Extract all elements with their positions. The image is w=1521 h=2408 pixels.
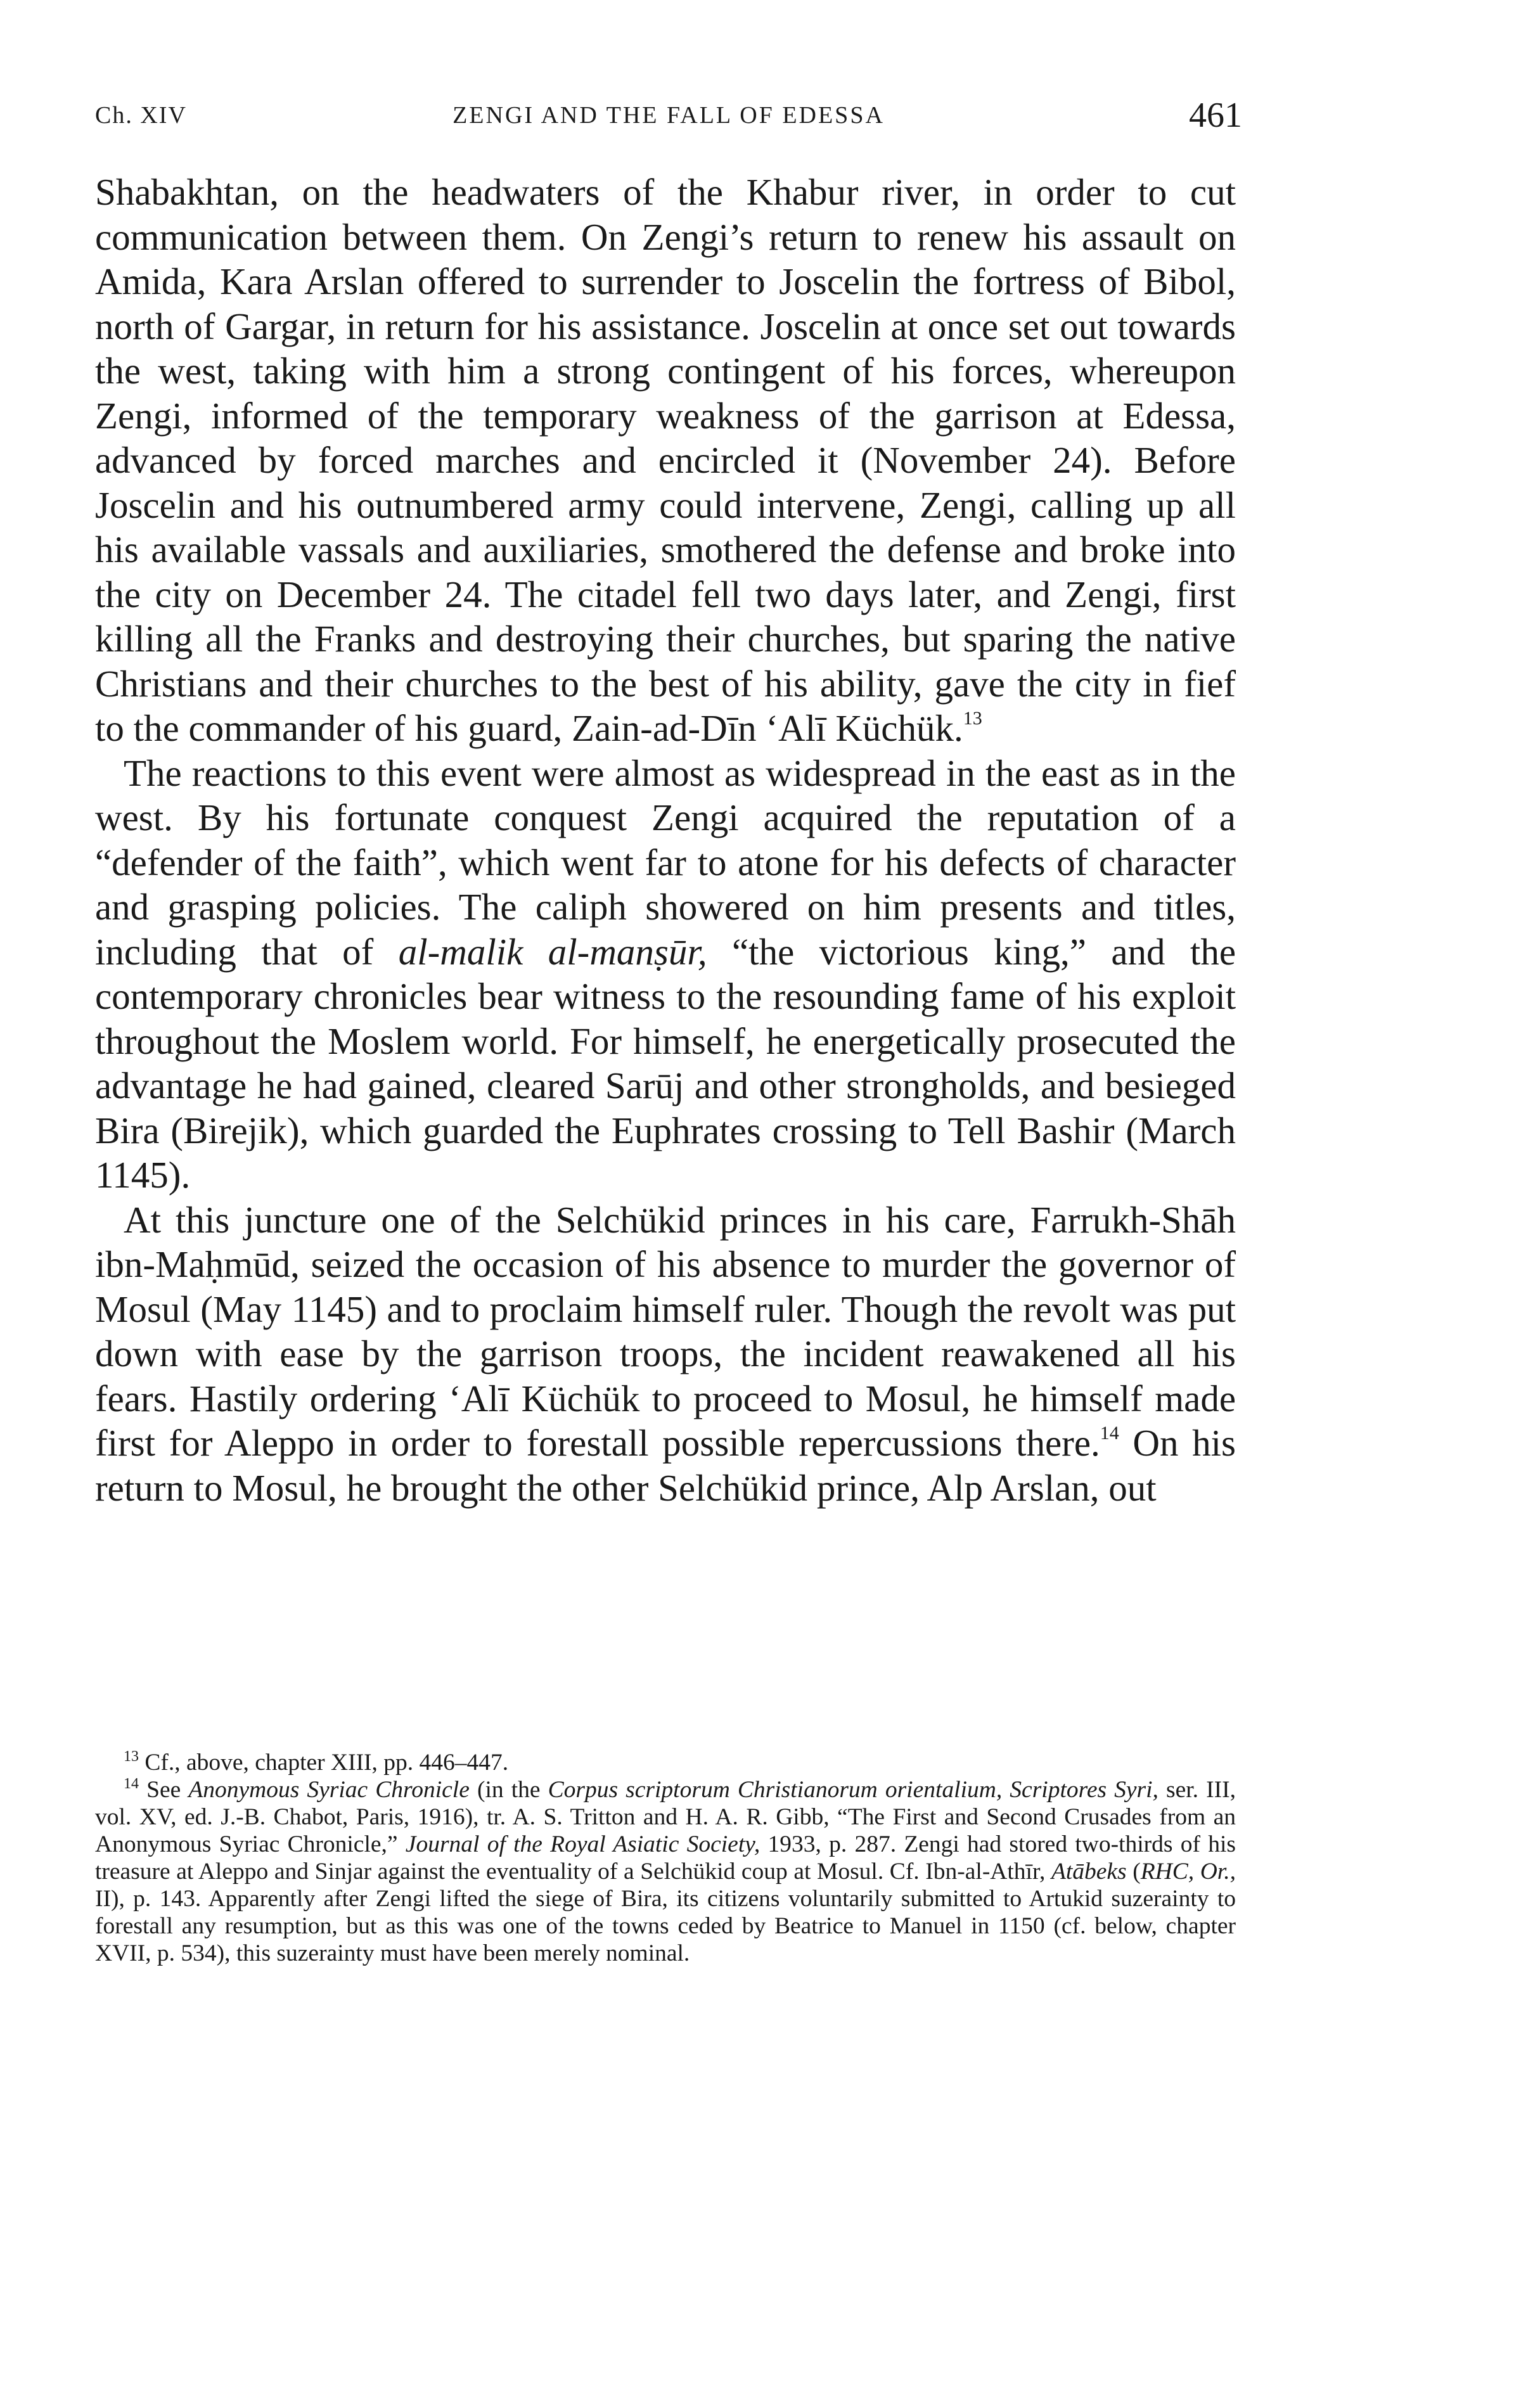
footnote-14-italic-5: RHC, Or.,: [1140, 1859, 1236, 1885]
running-head: [95, 96, 1242, 139]
footnote-14-text-a: See: [139, 1777, 189, 1803]
footnote-14-text-c: ser. III, vol. XV, ed. J.-B. Chabot, Paris, 1916), tr. A. S. Tritton and H. A. R. Gibb, “The First and Second Crusades from an Anonymous Syriac Chronicle,”: [95, 1777, 1236, 1857]
paragraph-2-text-a: The reactions to this event were almost as widespread in the east as in the west. By his fortunate conquest Zengi acquired the reputation of a “defender of the faith”, which went far to atone for his defects of character and grasping policies. The caliph showered on him presents and titles, including that of: [95, 752, 1236, 973]
footnote-14-text-e: (: [1126, 1859, 1141, 1885]
footnote-13: [95, 1749, 1236, 1776]
paragraph-3: [95, 1198, 1236, 1511]
footnote-14-italic-3: Journal of the Royal Asiatic Society,: [405, 1831, 760, 1857]
footnote-14-number: 14: [124, 1776, 139, 1792]
paragraph-2: [95, 751, 1236, 1198]
footnote-14-text-b: (in the: [469, 1777, 548, 1803]
paragraph-3-text-a: At this juncture one of the Selchükid princes in his care, Farrukh-Shāh ibn-Maḥmūd, seized the occasion of his absence to murder the governor of Mosul (May 1145) and to proclaim himself ruler. Though the revolt was put down with ease by the garrison troops, the incident reawakened all his fears. Hastily ordering ‘Alī Küchük to proceed to Mosul, he himself made first for Aleppo in order to forestall possible repercussions there.: [95, 1198, 1236, 1464]
running-title: ZENGI AND THE FALL OF EDESSA: [452, 102, 885, 129]
footnote-14-italic-2: Corpus scriptorum Christianorum orientalium, Scriptores Syri,: [548, 1777, 1158, 1803]
footnotes: [95, 1749, 1236, 1967]
chapter-label: Ch. XIV: [95, 102, 187, 129]
paragraph-1-text: Shabakhtan, on the headwaters of the Khabur river, in order to cut communication between them. On Zengi’s return to renew his assault on Amida, Kara Arslan offered to surrender to Joscelin the fortress of Bibol, north of Gargar, in return for his assistance. Joscelin at once set out towards the west, taking with him a strong contingent of his forces, whereupon Zengi, informed of the temporary weakness of the garrison at Edessa, advanced by forced marches and encircled it (November 24). Before Joscelin and his outnumbered army could intervene, Zengi, calling up all his available vassals and auxiliaries, smothered the defense and broke into the city on December 24. The citadel fell two days later, and Zengi, first killing all the Franks and destroying their churches, but sparing the native Christians and their churches to the best of his ability, gave the city in fief to the commander of his guard, Zain-ad-Dīn ‘Alī Küchük.: [95, 171, 1236, 749]
footnote-ref-14[interactable]: 14: [1100, 1423, 1119, 1444]
footnote-14-text-f: II), p. 143. Apparently after Zengi lifted the siege of Bira, its citizens voluntarily submitted to Artukid suzerainty to forestall any resumption, but as this was one of the towns ceded by Beatrice to Manuel in 1150 (cf. below, chapter XVII, p. 534), this suzerainty must have been merely nominal.: [95, 1886, 1236, 1966]
paragraph-3-text-b: On his return to Mosul, he brought the other Selchükid prince, Alp Arslan, out: [95, 1422, 1236, 1509]
paragraph-1: [95, 170, 1236, 751]
body-text: [95, 170, 1236, 1510]
paragraph-2-text-b: “the victorious king,” and the contemporary chronicles bear witness to the resounding fame of his exploit throughout the Moslem world. For himself, he energetically prosecuted the advantage he had gained, cleared Sarūj and other strongholds, and besieged Bira (Birejik), which guarded the Euphrates crossing to Tell Bashir (March 1145).: [95, 930, 1236, 1196]
footnote-14-italic-4: Atābeks: [1051, 1859, 1127, 1885]
footnote-13-number: 13: [124, 1748, 139, 1765]
footnote-13-text: Cf., above, chapter XIII, pp. 446–447.: [139, 1750, 509, 1776]
paragraph-2-italic: al-malik al-manṣūr,: [398, 930, 707, 973]
footnote-14-italic-1: Anonymous Syriac Chronicle: [188, 1777, 470, 1803]
footnote-ref-13[interactable]: 13: [963, 708, 982, 729]
footnote-14: [95, 1776, 1236, 1967]
page-number: 461: [1189, 96, 1242, 135]
footnote-14-text-d: 1933, p. 287. Zengi had stored two-thirds of his treasure at Aleppo and Sinjar against the eventuality of a Selchükid coup at Mosul. Cf. Ibn-al-Athīr,: [95, 1831, 1236, 1885]
